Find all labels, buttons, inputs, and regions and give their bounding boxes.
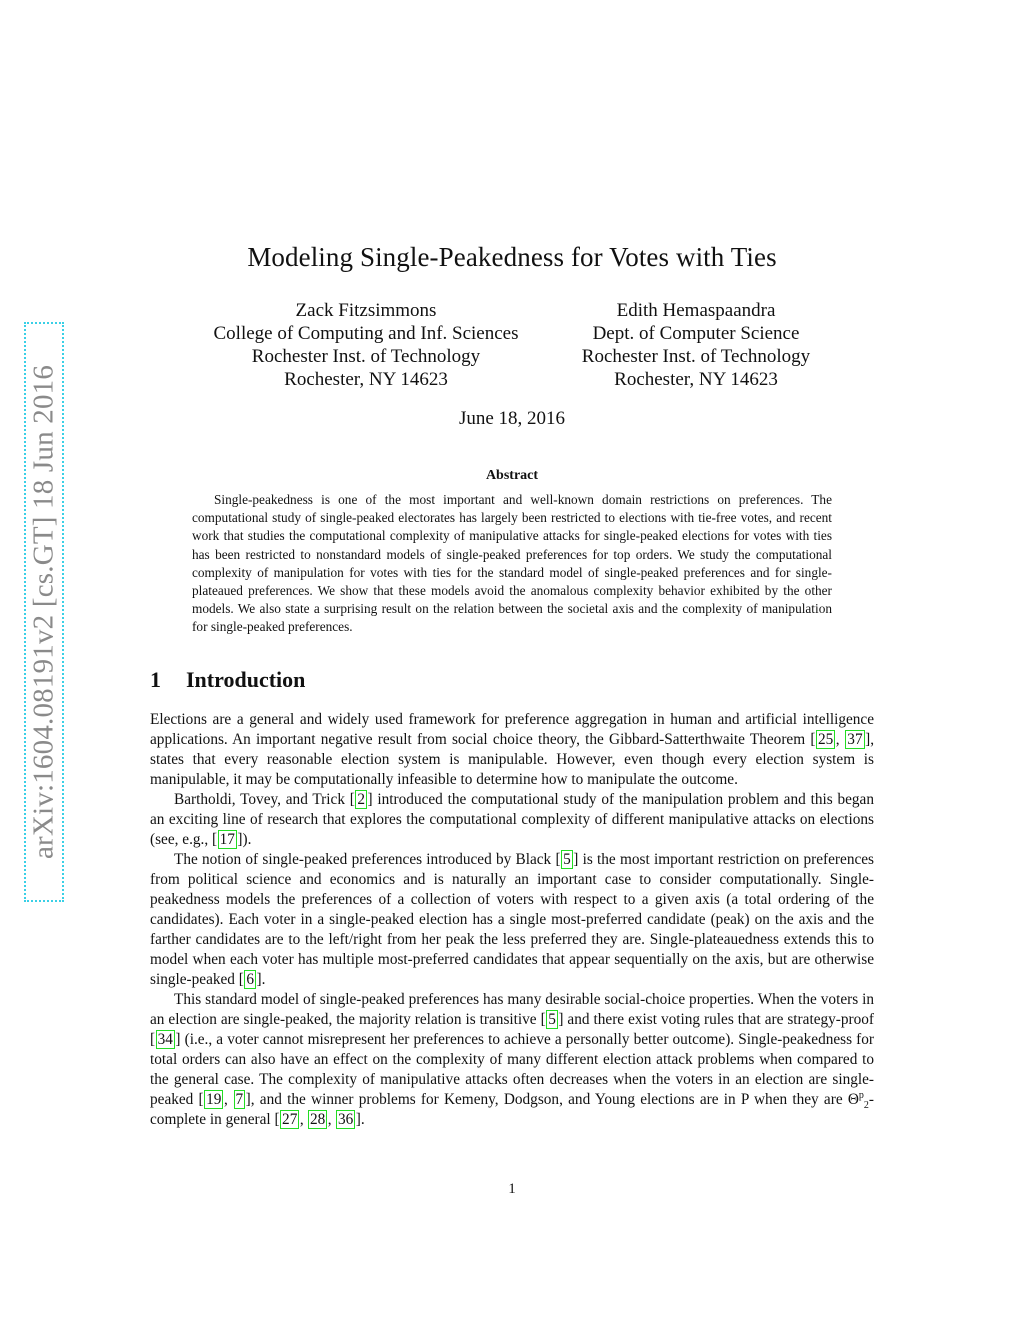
citation-link[interactable]: 36 xyxy=(337,1111,354,1128)
citation-link[interactable]: 27 xyxy=(282,1111,298,1128)
citation-link[interactable]: 6 xyxy=(246,971,255,988)
author-affiliation: Dept. of Computer Science xyxy=(592,323,800,344)
abstract-text: Single-peakedness is one of the most important and well-known domain restrictions on preferences. The computational study of single-peaked electorates has largely been restricted to elections with tie-free votes, and recent work that studies the computational complexity of manipulative attacks for single-peaked elections for votes with ties has been restricted to nonstandard models of single-peaked preferences for top orders. We study the computational complexity of manipulation for votes with ties for the standard model of single-peaked preferences and for single-plateaued preferences. We show that these models avoid the anomalous complexity behavior exhibited by the other models. We also state a surprising result on the relation between the societal axis and the complexity of manipulation for single-peaked preferences. xyxy=(192,492,832,635)
text-run: ] (i.e., a voter cannot misrepresent her preferences to achieve a personally better outcome). Single-peakedness for total orders can also have an effect on the complexity of many different election attack problems when compared to the general case. The complexity of manipulative attacks often decreases when the voters in an election are single-peaked [ xyxy=(150,1031,874,1108)
author-address: Rochester, NY 14623 xyxy=(284,369,448,390)
arxiv-stamp-text: arXiv:1604.08191v2 [cs.GT] 18 Jun 2016 xyxy=(27,364,60,860)
paragraph-4 xyxy=(150,990,874,1130)
theta-superscript: p xyxy=(858,1089,864,1101)
citation-link[interactable]: 5 xyxy=(548,1011,556,1028)
text-run: Elections are a general and widely used framework for preference aggregation in human and artificial intelligence applications. An important negative result from social choice theory, the Gibbard-Satterthwaite Theorem [ xyxy=(150,711,874,748)
citation-link[interactable]: 25 xyxy=(817,731,834,748)
paragraph-3 xyxy=(150,850,874,990)
text-run: Bartholdi, Tovey, and Trick [ xyxy=(174,791,355,808)
text-run: , xyxy=(327,1111,336,1128)
text-run: ]. xyxy=(355,1111,365,1128)
theta-subscript: 2 xyxy=(863,1100,869,1112)
author-institution: Rochester Inst. of Technology xyxy=(251,346,481,367)
paragraph-1 xyxy=(150,710,874,790)
citation-link[interactable]: 28 xyxy=(310,1111,326,1128)
section-number: 1 xyxy=(150,667,161,692)
author-name: Zack Fitzsimmons xyxy=(295,300,437,321)
text-run: ] and there exist voting rules that are strategy-proof [ xyxy=(150,1011,875,1048)
author-institution: Rochester Inst. of Technology xyxy=(581,346,811,367)
citation-link[interactable]: 7 xyxy=(235,1091,244,1108)
text-run: ] introduced the computational study of the manipulation problem and this began an exciting line of research that explores the computational complexity of different manipulative attacks on elections (see, e.g., [ xyxy=(150,791,874,848)
author-address: Rochester, NY 14623 xyxy=(614,369,778,390)
page-number: 1 xyxy=(508,1181,516,1197)
section-heading xyxy=(150,667,305,693)
paragraph-2 xyxy=(150,790,874,850)
text-run: -complete in general [ xyxy=(150,1091,874,1128)
text-run: , xyxy=(299,1111,308,1128)
text-run: ], states that every reasonable election system is manipulable. However, even though every election system is manipulable, it may be computationally infeasible to determine how to manipulate the outcome. xyxy=(150,731,875,788)
abstract-heading: Abstract xyxy=(485,468,539,483)
paper-title: Modeling Single-Peakedness for Votes with Ties xyxy=(247,242,777,272)
citation-link[interactable]: 34 xyxy=(157,1031,173,1048)
text-run: ], and the winner problems for Kemeny, Dodgson, and Young elections are in P when they are Θ xyxy=(245,1091,859,1108)
citation-link[interactable]: 17 xyxy=(219,831,235,848)
citation-link[interactable]: 2 xyxy=(357,791,366,808)
citation-link[interactable]: 37 xyxy=(847,731,863,748)
text-run: ]. xyxy=(256,971,266,988)
citation-link[interactable]: 19 xyxy=(206,1091,222,1108)
text-run: , xyxy=(223,1091,233,1108)
text-run: ] is the most important restriction on preferences from political science and economics and is naturally an important case to consider computationally. Single-peakedness models the preferences of a collection of voters with respect to a given axis (a total ordering of the candidates). Each voter in a single-peaked election has a single most-preferred candidate (peak) on the axis and the farther candidates are to the left/right from her peak the less preferred they are. Single-plateauedness extends this to model when each voter has multiple most-preferred candidates that appear sequentially on the axis, but are otherwise single-peaked [ xyxy=(150,851,874,988)
author-block-1 xyxy=(186,299,546,391)
text-run: The notion of single-peaked preferences introduced by Black [ xyxy=(174,851,561,868)
author-name: Edith Hemaspaandra xyxy=(616,300,776,321)
author-block-2 xyxy=(550,299,842,391)
author-affiliation: College of Computing and Inf. Sciences xyxy=(213,323,519,344)
text-run: This standard model of single-peaked preferences has many desirable social-choice properties. When the voters in an election are single-peaked, the majority relation is transitive [ xyxy=(150,991,874,1028)
paper-date: June 18, 2016 xyxy=(458,408,566,429)
citation-link[interactable]: 5 xyxy=(563,851,571,868)
section-title: Introduction xyxy=(186,667,306,692)
body-text xyxy=(150,710,874,1130)
abstract xyxy=(192,491,832,637)
text-run: ]). xyxy=(237,831,252,848)
text-run: , xyxy=(835,731,845,748)
